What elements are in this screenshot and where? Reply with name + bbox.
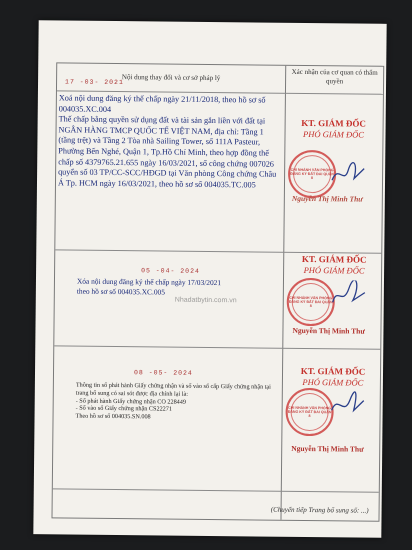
- entry-1-title-1: KT. GIÁM ĐỐC: [301, 117, 366, 129]
- entry-3-title-2: PHÓ GIÁM ĐỐC: [302, 376, 364, 388]
- entry-2-sign-block: [287, 254, 381, 276]
- entry-1-date: 17 -03- 2021: [65, 78, 124, 87]
- entry-2-title-2: PHÓ GIÁM ĐỐC: [303, 264, 365, 276]
- entry-1-sign-block: [286, 118, 380, 140]
- entry-2-signer: Nguyễn Thị Minh Thư: [292, 325, 365, 336]
- entry-2-seal-text: CHI NHÁNH VĂN PHÒNG ĐĂNG KÝ ĐẤT ĐAI QUẬN 8: [288, 295, 333, 309]
- entry-2-title-1: KT. GIÁM ĐỐC: [301, 253, 367, 265]
- entry-3-signer-block: [291, 444, 385, 454]
- entry-3-date: 08 -05- 2024: [133, 369, 193, 377]
- entry-2-signature: [329, 280, 369, 308]
- row-divider-2: [54, 345, 380, 349]
- entry-3-title-1: KT. GIÁM ĐỐC: [300, 365, 366, 377]
- entry-1-signer-block: [292, 194, 386, 204]
- entry-3-signer: Nguyễn Thị Minh Thư: [291, 443, 364, 454]
- entry-1-signer: Nguyễn Thị Minh Thư: [291, 193, 363, 204]
- entry-3-text: Thông tin số phát hành Giấy chứng nhận và số vào sổ cấp Giấy chứng nhận tại trang bổ sung có sai sót được địa chính lại là: - Số phát hành Giấy chứng nhận CO 228449 - Số vào sổ Giấy chứng nhận CS22271 Theo hồ sơ số 004035.SN.008: [75, 381, 271, 421]
- row-divider-3: [53, 488, 379, 492]
- entry-3-sign-block: [286, 366, 380, 388]
- document-page: [33, 20, 386, 538]
- watermark: Nhadatbytin.com.vn: [174, 296, 237, 305]
- entry-3-seal: [285, 388, 334, 437]
- entry-3-seal-text: CHI NHÁNH VĂN PHÒNG ĐĂNG KÝ ĐẤT ĐAI QUẬN 8: [287, 405, 332, 419]
- entry-2-seal: [287, 278, 336, 327]
- row-divider-1: [55, 249, 381, 253]
- entry-1-signature: [328, 160, 368, 188]
- header-content: Nội dung thay đổi và cơ sở pháp lý: [121, 73, 221, 83]
- entry-1-text: Xoá nội dung đăng ký thế chấp ngày 21/11/2018, theo hồ sơ số 004035.XC.004 Thế chấp bằng quyền sử dụng đất và tài sản gắn liền với đất tại NGÂN HÀNG TMCP QUỐC TẾ VIỆT NAM, địa chỉ: Tầng 1 (tầng trệt) và Tầng 2 Tòa nhà Sailing Tower, số 111A Pasteur, Phường Bến Nghé, Quận 1, Tp.Hồ Chí Minh, theo hợp đồng thế chấp số 4379765.21.655 ngày 16/03/2021, số công chứng 007026 quyển số 03 TP/CC-SCC/HĐGD tại Văn phòng Công chứng Châu Á Tp. HCM ngày 16/03/2021, theo hồ sơ số 004035.TC.005: [57, 93, 277, 190]
- entry-2-text: Xóa nội dung đăng ký thế chấp ngày 17/03/2021 theo hồ sơ số 004035.XC.005: [76, 276, 222, 297]
- entry-1-title-2: PHÓ GIÁM ĐỐC: [303, 128, 365, 140]
- entry-1-seal-text: CHI NHÁNH VĂN PHÒNG ĐĂNG KÝ ĐẤT ĐAI QUẬN 8: [290, 167, 334, 181]
- header-confirmation: Xác nhận của cơ quan có thẩm quyền: [291, 67, 378, 86]
- entry-2-signer-block: [292, 326, 386, 336]
- entry-3-signature: [328, 390, 368, 418]
- changes-table: [51, 62, 384, 521]
- footer-continuation: (Chuyển tiếp Trang bổ sung số: ...): [270, 505, 369, 515]
- entry-2-date: 05 -04- 2024: [141, 267, 200, 275]
